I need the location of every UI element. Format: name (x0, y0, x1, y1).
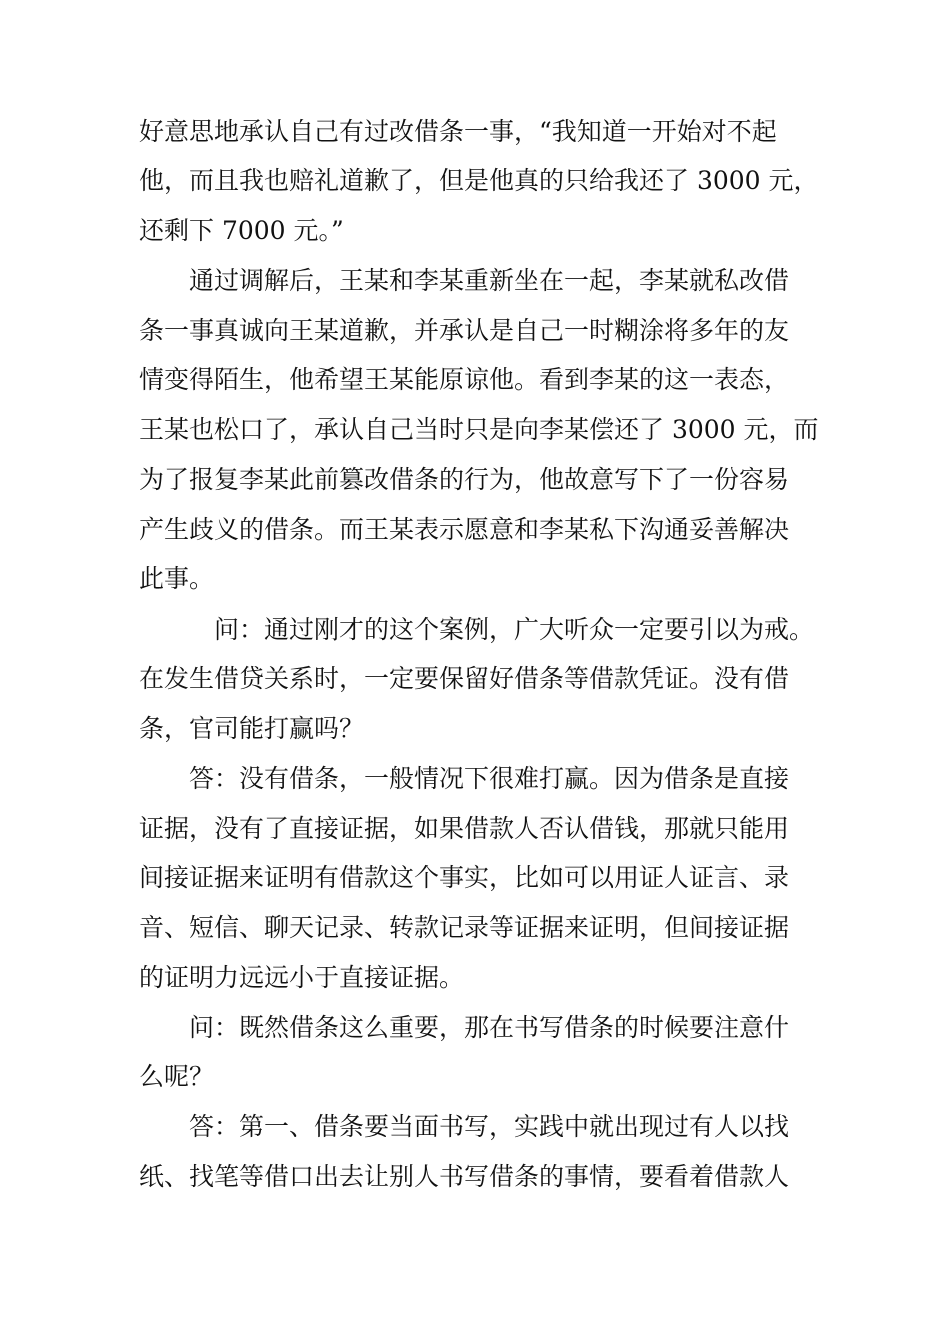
text-line: 王某也松口了，承认自己当时只是向李某偿还了 3000 元，而 (139, 415, 819, 444)
paragraph-first-line: 通过调解后，王某和李某重新坐在一起，李某就私改借 (189, 266, 790, 295)
question-first-line: 问：既然借条这么重要，那在书写借条的时候要注意什 (189, 1013, 790, 1042)
text-line: 纸、找笔等借口出去让别人书写借条的事情，要看着借款人 (139, 1162, 790, 1191)
text-line: 音、短信、聊天记录、转款记录等证据来证明，但间接证据 (139, 913, 790, 942)
text-line: 条一事真诚向王某道歉，并承认是自己一时糊涂将多年的友 (139, 316, 790, 345)
answer-first-line: 答：没有借条，一般情况下很难打赢。因为借条是直接 (189, 764, 790, 793)
text-line: 为了报复李某此前篡改借条的行为，他故意写下了一份容易 (139, 465, 790, 494)
text-line: 在发生借贷关系时，一定要保留好借条等借款凭证。没有借 (139, 664, 790, 693)
text-line: 他，而且我也赔礼道歉了，但是他真的只给我还了 3000 元， (139, 166, 819, 195)
text-line: 条，官司能打赢吗？ (139, 714, 365, 743)
answer-first-line: 答：第一、借条要当面书写，实践中就出现过有人以找 (189, 1112, 790, 1141)
text-line: 产生歧义的借条。而王某表示愿意和李某私下沟通妥善解决 (139, 515, 790, 544)
text-line: 的证明力远远小于直接证据。 (139, 963, 465, 992)
text-line: 此事。 (139, 564, 215, 593)
text-line: 证据，没有了直接证据，如果借款人否认借钱，那就只能用 (139, 814, 790, 843)
text-line: 间接证据来证明有借款这个事实，比如可以用证人证言、录 (139, 863, 790, 892)
text-line: 还剩下 7000 元。” (139, 216, 344, 245)
question-first-line: 问：通过刚才的这个案例，广大听众一定要引以为戒。 (214, 615, 815, 644)
text-line: 好意思地承认自己有过改借条一事，“我知道一开始对不起 (139, 117, 777, 146)
text-line: 情变得陌生，他希望王某能原谅他。看到李某的这一表态， (139, 365, 790, 394)
text-line: 么呢？ (139, 1062, 215, 1091)
